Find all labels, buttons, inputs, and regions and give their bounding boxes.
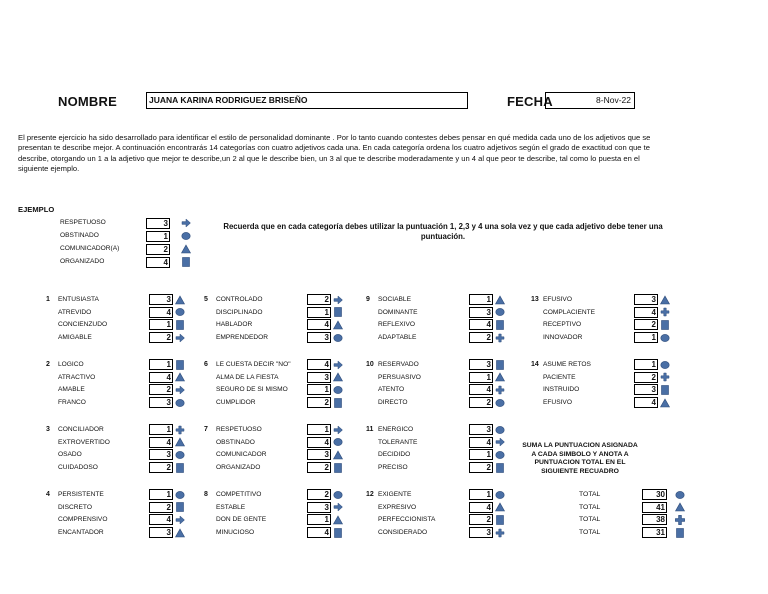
arrow-icon	[333, 360, 343, 370]
score-box[interactable]: 1	[634, 359, 658, 370]
score-box[interactable]: 4	[307, 527, 331, 538]
adjective-label: OSADO	[58, 451, 82, 459]
total-label: TOTAL	[579, 503, 601, 511]
adjective-label: PERFECCIONISTA	[378, 516, 436, 524]
adjective-label: ENCANTADOR	[58, 529, 104, 537]
square-icon	[175, 320, 185, 330]
adjective-label: CONTROLADO	[216, 296, 263, 303]
arrow-icon	[175, 333, 185, 343]
plus-icon	[675, 515, 685, 525]
example-adjective: COMUNICADOR(A)	[60, 245, 120, 252]
square-icon	[333, 307, 343, 317]
adjective-label: EFUSIVO	[543, 296, 572, 303]
circle-icon	[333, 385, 343, 395]
score-box[interactable]: 2	[307, 397, 331, 408]
score-box[interactable]: 4	[307, 319, 331, 330]
score-box[interactable]: 2	[469, 514, 493, 525]
score-box[interactable]: 1	[634, 332, 658, 343]
category-number: 13	[531, 296, 539, 303]
adjective-label: AMABLE	[58, 386, 85, 394]
category-number: 2	[46, 361, 50, 368]
circle-icon	[495, 398, 505, 408]
score-box[interactable]: 2	[149, 502, 173, 513]
plus-icon	[495, 333, 505, 343]
score-box[interactable]: 4	[149, 514, 173, 525]
square-icon	[495, 360, 505, 370]
total-score-box[interactable]: 41	[642, 502, 667, 513]
circle-icon	[175, 450, 185, 460]
example-adjective: RESPETUOSO	[60, 219, 106, 226]
total-label: TOTAL	[579, 491, 601, 498]
score-box[interactable]: 1	[307, 424, 331, 435]
adjective-label: TOLERANTE	[378, 438, 418, 446]
score-box[interactable]: 4	[469, 319, 493, 330]
adjective-label: PACIENTE	[543, 373, 576, 381]
score-box[interactable]: 1	[149, 319, 173, 330]
category-number: 3	[46, 426, 50, 433]
adjective-label: COMPETITIVO	[216, 491, 262, 498]
arrow-icon	[175, 515, 185, 525]
adjective-label: AMIGABLE	[58, 334, 92, 342]
score-box[interactable]: 3	[469, 307, 493, 318]
score-box[interactable]: 2	[307, 489, 331, 500]
square-icon	[495, 320, 505, 330]
score-box[interactable]: 3	[307, 332, 331, 343]
category-number: 7	[204, 426, 208, 433]
adjective-label: CONCILIADOR	[58, 426, 104, 433]
total-score-box[interactable]: 38	[642, 514, 667, 525]
circle-icon	[675, 490, 685, 500]
category-number: 14	[531, 361, 539, 368]
square-icon	[175, 463, 185, 473]
category-number: 10	[366, 361, 374, 368]
triangle-icon	[333, 372, 343, 382]
date-field[interactable]: 8-Nov-22	[545, 92, 635, 109]
score-box[interactable]: 4	[634, 397, 658, 408]
adjective-label: MINUCIOSO	[216, 529, 255, 537]
adjective-label: PERSISTENTE	[58, 491, 104, 498]
circle-icon	[181, 231, 191, 241]
adjective-label: ORGANIZADO	[216, 464, 261, 472]
example-score-box[interactable]: 2	[146, 244, 170, 255]
adjective-label: OBSTINADO	[216, 438, 255, 446]
adjective-label: LOGICO	[58, 361, 84, 368]
score-box[interactable]: 2	[307, 294, 331, 305]
adjective-label: ATRACTIVO	[58, 373, 96, 381]
adjective-label: LE CUESTA DECIR "NO"	[216, 361, 291, 368]
name-label: NOMBRE	[58, 94, 117, 109]
score-box[interactable]: 1	[469, 372, 493, 383]
circle-icon	[660, 333, 670, 343]
adjective-label: ALMA DE LA FIESTA	[216, 373, 279, 381]
circle-icon	[495, 307, 505, 317]
score-box[interactable]: 3	[307, 372, 331, 383]
score-box[interactable]: 2	[469, 332, 493, 343]
square-icon	[175, 360, 185, 370]
adjective-label: INNOVADOR	[543, 334, 583, 342]
adjective-label: DECIDIDO	[378, 451, 411, 459]
adjective-label: ESTABLE	[216, 503, 246, 511]
triangle-icon	[175, 528, 185, 538]
adjective-label: PERSUASIVO	[378, 373, 421, 381]
square-icon	[333, 528, 343, 538]
adjective-label: EXTROVERTIDO	[58, 438, 110, 446]
adjective-label: RESERVADO	[378, 361, 419, 368]
category-number: 9	[366, 296, 370, 303]
score-box[interactable]: 2	[469, 462, 493, 473]
score-box[interactable]: 1	[469, 449, 493, 460]
adjective-label: RECEPTIVO	[543, 321, 582, 329]
adjective-label: DON DE GENTE	[216, 516, 267, 524]
triangle-icon	[675, 502, 685, 512]
score-box[interactable]: 2	[149, 462, 173, 473]
adjective-label: REFLEXIVO	[378, 321, 416, 329]
adjective-label: FRANCO	[58, 399, 86, 407]
score-box[interactable]: 3	[469, 527, 493, 538]
adjective-label: ENTUSIASTA	[58, 296, 99, 303]
square-icon	[333, 398, 343, 408]
score-box[interactable]: 1	[149, 359, 173, 370]
triangle-icon	[495, 502, 505, 512]
category-number: 8	[204, 491, 208, 498]
triangle-icon	[333, 515, 343, 525]
adjective-label: DISCRETO	[58, 503, 92, 511]
score-box[interactable]: 1	[149, 489, 173, 500]
name-field[interactable]: JUANA KARINA RODRIGUEZ BRISEÑO	[146, 92, 468, 109]
score-box[interactable]: 3	[149, 527, 173, 538]
score-box[interactable]: 4	[469, 384, 493, 395]
adjective-label: EMPRENDEDOR	[216, 334, 269, 342]
score-box[interactable]: 3	[307, 502, 331, 513]
square-icon	[175, 502, 185, 512]
adjective-label: EFUSIVO	[543, 399, 572, 407]
adjective-label: CUIDADOSO	[58, 464, 98, 472]
score-box[interactable]: 2	[307, 462, 331, 473]
circle-icon	[660, 360, 670, 370]
square-icon	[660, 320, 670, 330]
adjective-label: SOCIABLE	[378, 296, 411, 303]
circle-icon	[495, 425, 505, 435]
example-score-box[interactable]: 1	[146, 231, 170, 242]
triangle-icon	[660, 398, 670, 408]
score-box[interactable]: 1	[149, 424, 173, 435]
score-box[interactable]: 4	[149, 307, 173, 318]
summary-note: SUMA LA PUNTUACION ASIGNADA A CADA SIMBOLO Y ANOTA A PUNTUACION TOTAL EN EL SIGUIENTE RECUADRO	[522, 442, 638, 475]
triangle-icon	[333, 450, 343, 460]
example-score-box[interactable]: 3	[146, 218, 170, 229]
reminder-text: Recuerda que en cada categoría debes utilizar la puntuación 1, 2,3 y 4 una sola vez y que cada adjetivo debe tener una puntuación.	[223, 222, 663, 241]
plus-icon	[660, 307, 670, 317]
adjective-label: COMPLACIENTE	[543, 308, 596, 316]
category-number: 1	[46, 296, 50, 303]
arrow-icon	[333, 502, 343, 512]
arrow-icon	[333, 295, 343, 305]
plus-icon	[495, 385, 505, 395]
triangle-icon	[175, 295, 185, 305]
arrow-icon	[495, 437, 505, 447]
adjective-label: CUMPLIDOR	[216, 399, 256, 407]
score-box[interactable]: 3	[307, 449, 331, 460]
score-box[interactable]: 4	[634, 307, 658, 318]
adjective-label: ATENTO	[378, 386, 405, 394]
triangle-icon	[495, 372, 505, 382]
score-box[interactable]: 1	[469, 294, 493, 305]
total-score-box[interactable]: 30	[642, 489, 667, 500]
square-icon	[333, 463, 343, 473]
adjective-label: EXPRESIVO	[378, 503, 417, 511]
score-box[interactable]: 1	[307, 384, 331, 395]
score-box[interactable]: 2	[634, 372, 658, 383]
plus-icon	[175, 425, 185, 435]
score-box[interactable]: 4	[149, 437, 173, 448]
score-box[interactable]: 3	[469, 359, 493, 370]
adjective-label: ADAPTABLE	[378, 334, 417, 342]
category-number: 5	[204, 296, 208, 303]
circle-icon	[333, 490, 343, 500]
circle-icon	[495, 490, 505, 500]
plus-icon	[660, 372, 670, 382]
triangle-icon	[175, 437, 185, 447]
example-score-box[interactable]: 4	[146, 257, 170, 268]
circle-icon	[175, 490, 185, 500]
square-icon	[495, 515, 505, 525]
category-number: 11	[366, 426, 374, 433]
score-box[interactable]: 3	[634, 384, 658, 395]
score-box[interactable]: 2	[149, 384, 173, 395]
square-icon	[675, 528, 685, 538]
triangle-icon	[333, 320, 343, 330]
adjective-label: DISCIPLINADO	[216, 308, 263, 316]
circle-icon	[495, 450, 505, 460]
adjective-label: SEGURO DE SI MISMO	[216, 386, 288, 394]
date-label: FECHA	[507, 94, 553, 109]
score-box[interactable]: 1	[307, 514, 331, 525]
circle-icon	[175, 398, 185, 408]
instructions-text: El presente ejercicio ha sido desarrollado para identificar el estilo de personalidad dominante . Por lo tanto cuando contestes debes pensar en qué medida cada uno de los adjetivos que se presentan te describe mejor. A continuación encontrarás 14 categorías con cuatro adjetivos cada una. En cada categoría ordena los cuatro adjetivos según el grado de exactitud con que te describe, otorgando un 1 a la adjetivo que mejor te describe,un 2 al que le describe bien, un 3 al que te describe moderadamente y un 4 al que peor te describe, tal como lo puesta en el siguiente ejemplo.	[18, 133, 651, 174]
triangle-icon	[181, 244, 191, 254]
category-number: 6	[204, 361, 208, 368]
square-icon	[181, 257, 191, 267]
circle-icon	[333, 437, 343, 447]
adjective-label: ATREVIDO	[58, 308, 92, 316]
score-box[interactable]: 4	[307, 359, 331, 370]
score-box[interactable]: 3	[149, 294, 173, 305]
score-box[interactable]: 1	[307, 307, 331, 318]
score-box[interactable]: 3	[149, 449, 173, 460]
adjective-label: CONSIDERADO	[378, 529, 428, 537]
adjective-label: CONCIENZUDO	[58, 321, 108, 329]
adjective-label: COMPRENSIVO	[58, 516, 108, 524]
example-adjective: ORGANIZADO	[60, 258, 105, 265]
square-icon	[495, 463, 505, 473]
adjective-label: HABLADOR	[216, 321, 253, 329]
adjective-label: DIRECTO	[378, 399, 408, 407]
arrow-icon	[181, 218, 191, 228]
score-box[interactable]: 3	[149, 397, 173, 408]
example-label: EJEMPLO	[18, 205, 55, 214]
score-box[interactable]: 4	[469, 437, 493, 448]
adjective-label: RESPETUOSO	[216, 426, 262, 433]
triangle-icon	[495, 295, 505, 305]
adjective-label: PRECISO	[378, 464, 408, 472]
example-adjective: OBSTINADO	[60, 232, 99, 239]
adjective-label: INSTRUIDO	[543, 386, 580, 394]
category-number: 4	[46, 491, 50, 498]
square-icon	[660, 385, 670, 395]
total-label: TOTAL	[579, 529, 601, 537]
adjective-label: COMUNICADOR	[216, 451, 267, 459]
category-number: 12	[366, 491, 374, 498]
circle-icon	[333, 333, 343, 343]
score-box[interactable]: 3	[634, 294, 658, 305]
adjective-label: ASUME RETOS	[543, 361, 591, 368]
score-box[interactable]: 2	[469, 397, 493, 408]
arrow-icon	[175, 385, 185, 395]
circle-icon	[175, 307, 185, 317]
score-box[interactable]: 1	[469, 489, 493, 500]
score-box[interactable]: 4	[469, 502, 493, 513]
triangle-icon	[175, 372, 185, 382]
score-box[interactable]: 2	[149, 332, 173, 343]
total-score-box[interactable]: 31	[642, 527, 667, 538]
plus-icon	[495, 528, 505, 538]
score-box[interactable]: 2	[634, 319, 658, 330]
adjective-label: DOMINANTE	[378, 308, 418, 316]
score-box[interactable]: 4	[307, 437, 331, 448]
triangle-icon	[660, 295, 670, 305]
adjective-label: EXIGENTE	[378, 491, 412, 498]
score-box[interactable]: 3	[469, 424, 493, 435]
score-box[interactable]: 4	[149, 372, 173, 383]
total-label: TOTAL	[579, 516, 601, 524]
arrow-icon	[333, 425, 343, 435]
adjective-label: ENERGICO	[378, 426, 414, 433]
